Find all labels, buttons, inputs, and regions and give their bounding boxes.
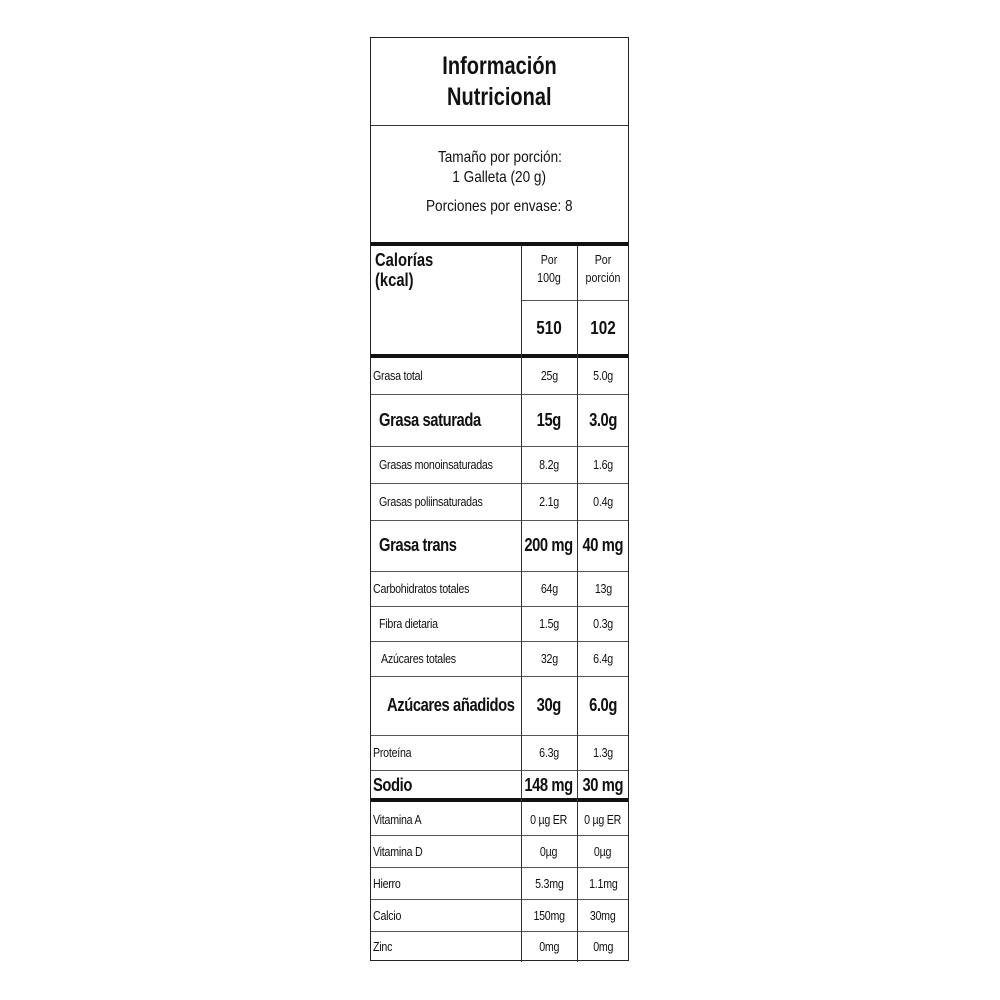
nutrient-name: Calcio xyxy=(373,907,402,923)
value-per-serving: 0.4g xyxy=(593,494,613,509)
value-per-serving: 1.6g xyxy=(593,457,613,472)
nutrient-name: Hierro xyxy=(373,875,401,891)
label-title xyxy=(371,38,628,126)
serving-size-value: 1 Galleta (20 g) xyxy=(452,169,547,186)
value-per-serving: 30mg xyxy=(590,907,616,923)
value-per-100g: 0µg xyxy=(540,843,558,859)
column-separator xyxy=(521,246,522,962)
value-per-100g: 25g xyxy=(540,367,558,383)
value-per-100g: 0mg xyxy=(538,938,559,954)
value-per-serving: 13g xyxy=(594,581,612,596)
nutrient-name: Grasas poliinsaturadas xyxy=(379,494,483,509)
value-per-serving: 3.0g xyxy=(589,409,617,430)
servings-per-container: Porciones por envase: 8 xyxy=(426,198,573,215)
nutrient-name: Grasas monoinsaturadas xyxy=(379,457,493,472)
divider-thick xyxy=(371,798,628,802)
nutrient-name: Azúcares añadidos xyxy=(387,695,515,715)
divider-thick xyxy=(371,242,628,246)
column-header-per-100g: Por 100g xyxy=(537,252,561,285)
value-per-serving: 6.4g xyxy=(593,651,613,666)
value-per-serving: 0mg xyxy=(592,938,613,954)
value-per-100g: 2.1g xyxy=(539,494,559,509)
value-per-100g: 200 mg xyxy=(524,535,574,555)
nutrient-name: Sodio xyxy=(373,774,412,795)
nutrient-name: Vitamina A xyxy=(373,811,422,827)
nutrient-name: Zinc xyxy=(373,938,393,954)
value-per-100g: 1.5g xyxy=(539,616,559,631)
divider xyxy=(521,300,628,301)
column-header-per-serving: Por porción xyxy=(585,252,621,285)
nutrient-name: Carbohidratos totales xyxy=(373,581,470,596)
calories-label: Calorías (kcal) xyxy=(375,250,434,290)
value-per-serving: 30 mg xyxy=(582,774,624,795)
nutrient-name: Azúcares totales xyxy=(381,651,456,666)
value-per-100g: 148 mg xyxy=(524,774,574,795)
nutrition-facts-label xyxy=(370,37,629,961)
value-per-100g: 8.2g xyxy=(539,457,559,472)
nutrient-name: Fibra dietaria xyxy=(379,616,438,631)
serving-info xyxy=(371,126,628,242)
nutrient-name: Vitamina D xyxy=(373,843,423,859)
nutrient-name: Grasa saturada xyxy=(379,409,481,430)
value-per-100g: 5.3mg xyxy=(534,875,564,891)
nutrient-name: Grasa total xyxy=(373,367,423,383)
value-per-serving: 0µg xyxy=(594,843,612,859)
serving-size-label: Tamaño por porción: xyxy=(437,149,562,166)
title-line-1: Información xyxy=(442,51,557,80)
value-per-100g: 30g xyxy=(536,695,562,715)
nutrient-name: Proteína xyxy=(373,745,412,760)
value-per-serving: 40 mg xyxy=(582,535,624,555)
value-per-serving: 0 µg ER xyxy=(584,811,622,827)
value-per-100g: 6.3g xyxy=(539,745,559,760)
value-per-serving: 0.3g xyxy=(593,616,613,631)
value-per-serving: 1.1mg xyxy=(588,875,618,891)
value-per-serving: 5.0g xyxy=(593,367,613,383)
value-per-100g: 0 µg ER xyxy=(530,811,568,827)
calories-per-serving: 102 xyxy=(590,317,616,338)
value-per-100g: 150mg xyxy=(533,907,565,923)
value-per-serving: 6.0g xyxy=(589,695,617,715)
nutrient-name: Grasa trans xyxy=(379,535,457,555)
column-separator xyxy=(577,246,578,962)
calories-per-100g: 510 xyxy=(536,317,562,338)
value-per-100g: 64g xyxy=(540,581,558,596)
value-per-100g: 32g xyxy=(540,651,558,666)
title-line-2: Nutricional xyxy=(447,82,552,111)
value-per-serving: 1.3g xyxy=(593,745,613,760)
value-per-100g: 15g xyxy=(536,409,562,430)
